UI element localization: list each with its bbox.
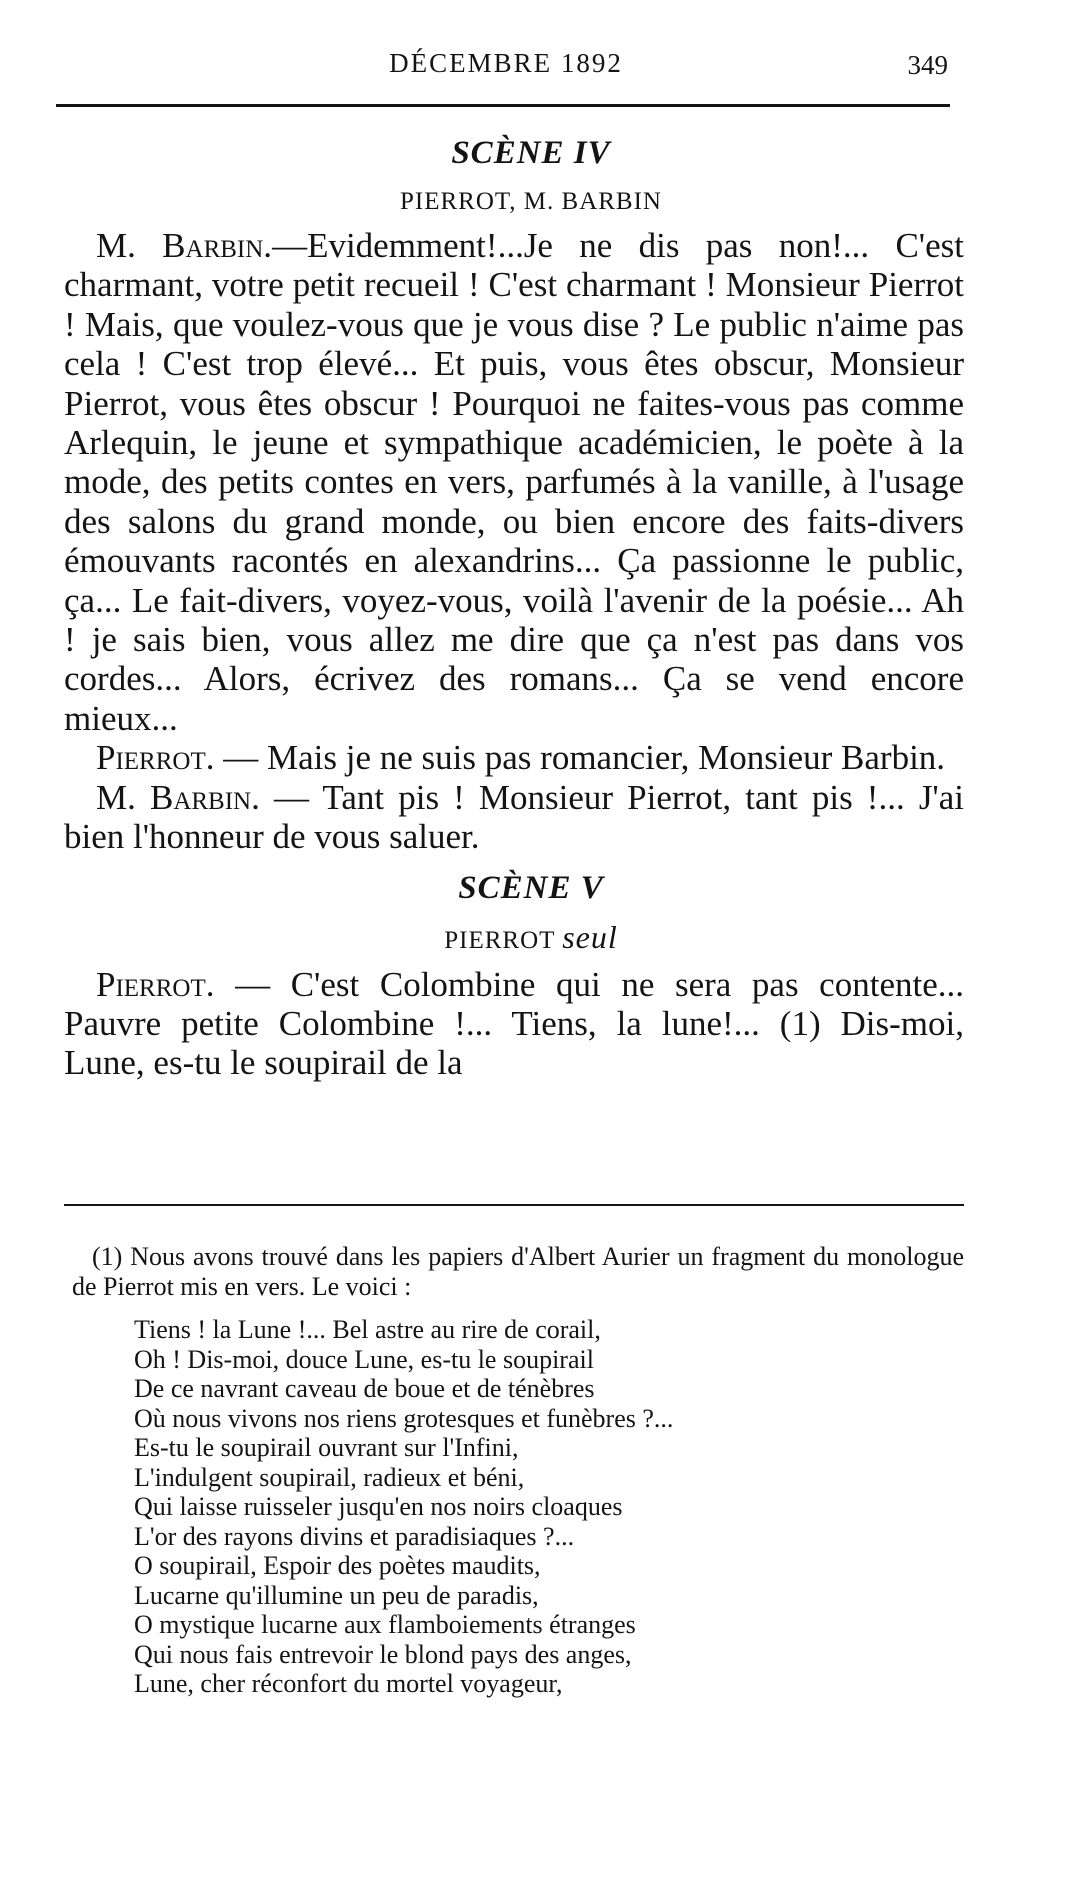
dialogue-text: — C'est Colombine qui ne sera pas contente... Pauvre petite Colombine !... Tiens, la lune!... (1) Dis-moi, Lune, es-tu le soupirail de la xyxy=(64,964,964,1083)
scene-4-title: SCÈNE IV xyxy=(451,135,611,171)
speaker-name: M. Barbin. xyxy=(96,226,273,265)
footnote-intro: (1) Nous avons trouvé dans les papiers d'Albert Aurier un fragment du monologue de Pierrot mis en vers. Le voici : xyxy=(72,1242,964,1301)
dialogue-paragraph xyxy=(64,778,964,857)
speaker-name: Pierrot. xyxy=(96,738,215,778)
dialogue-text: —Evidemment!...Je ne dis pas non!... C'est charmant, votre petit recueil ! C'est charmant ! Monsieur Pierrot ! Mais, que voulez-vous que je vous dise ? Le public n'aime pas cela ! C'est trop élevé... Et puis, vous êtes obscur, Monsieur Pierrot, vous êtes obscur ! Pourquoi ne faites-vous pas comme Arlequin, le jeune et sympathique académicien, le poète à la mode, des petits contes en vers, parfumés à la vanille, à l'usage des salons du grand monde, ou bien encore des faits-divers émouvants racontés en alexandrins... Ça passionne le public, ça... Le fait-divers, voyez-vous, voilà l'avenir de la poésie... Ah ! je sais bien, vous allez me dire que ça n'est pas dans vos cordes... Alors, écrivez des romans... Ça se vend encore mieux... xyxy=(64,226,964,738)
scene-5-title: SCÈNE V xyxy=(458,869,604,906)
footnote-rule xyxy=(64,1204,964,1206)
dialogue-paragraph xyxy=(64,738,964,777)
verse-line: Qui laisse ruisseler jusqu'en nos noirs cloaques xyxy=(134,1492,623,1521)
dialogue-text: — Mais je ne suis pas romancier, Monsieur Barbin. xyxy=(214,738,946,778)
page-number: 349 xyxy=(907,50,948,80)
verse-line: Lune, cher réconfort du mortel voyageur, xyxy=(134,1669,563,1698)
verse-line: De ce navrant caveau de boue et de ténèbres xyxy=(134,1374,595,1403)
stage-direction: seul xyxy=(562,918,618,955)
scene-4-characters: PIERROT, M. BARBIN xyxy=(399,188,662,215)
dialogue-paragraph xyxy=(64,226,964,738)
speaker-name: M. Barbin. xyxy=(96,777,260,817)
verse-line: Qui nous fais entrevoir le blond pays des anges, xyxy=(134,1639,632,1669)
verse-line: Tiens ! la Lune !... Bel astre au rire de corail, xyxy=(134,1315,601,1344)
verse-line: L'or des rayons divins et paradisiaques ?... xyxy=(134,1521,575,1551)
main-text xyxy=(64,128,964,1083)
verse-line: Es-tu le soupirail ouvrant sur l'Infini, xyxy=(134,1433,519,1462)
running-title: DÉCEMBRE 1892 xyxy=(389,48,623,78)
verse-line: L'indulgent soupirail, radieux et béni, xyxy=(134,1462,525,1492)
scene-5-character: PIERROT xyxy=(444,926,555,954)
verse-line: Lucarne qu'illumine un peu de paradis, xyxy=(134,1580,539,1610)
dialogue-text: — Tant pis ! Monsieur Pierrot, tant pis !... J'ai bien l'honneur de vous saluer. xyxy=(64,777,964,857)
verse-line: O mystique lucarne aux flamboiements étranges xyxy=(134,1610,636,1639)
footnote xyxy=(72,1242,964,1699)
verse-line: Oh ! Dis-moi, douce Lune, es-tu le soupirail xyxy=(134,1344,594,1374)
running-header xyxy=(56,48,956,88)
speaker-name: Pierrot. xyxy=(96,964,215,1004)
scene-5-characters xyxy=(64,913,964,965)
header-rule xyxy=(56,104,950,107)
verse-line: Où nous vivons nos riens grotesques et funèbres ?... xyxy=(134,1403,674,1433)
verse-line: O soupirail, Espoir des poètes maudits, xyxy=(134,1551,541,1580)
verse-list xyxy=(72,1315,964,1699)
dialogue-paragraph xyxy=(64,965,964,1083)
